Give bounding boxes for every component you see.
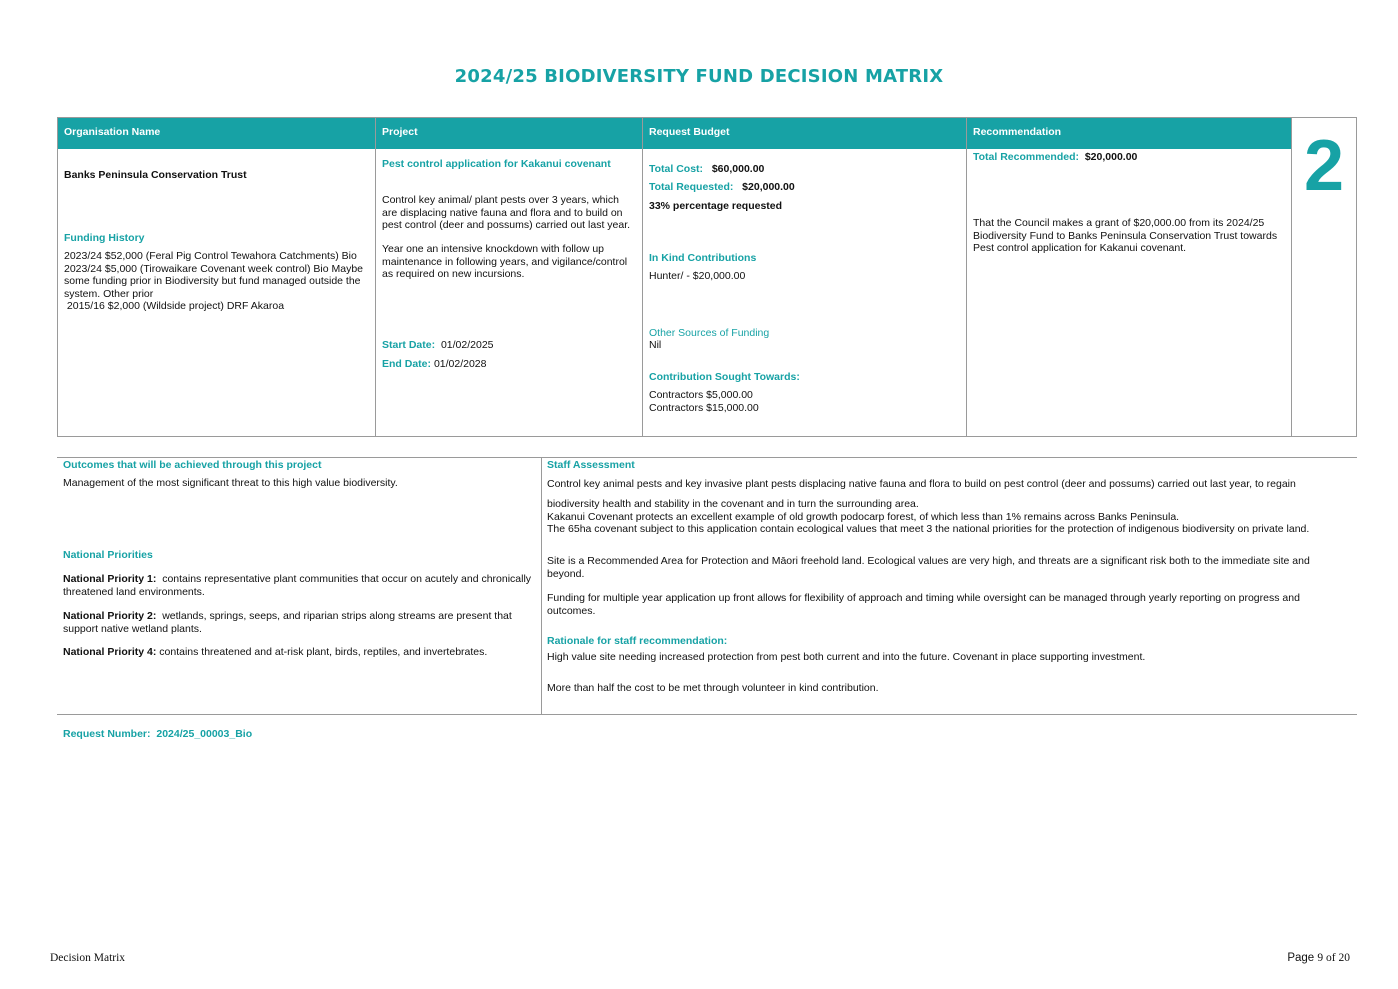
contribution-label: Contribution Sought Towards: xyxy=(649,371,800,383)
recommendation-column xyxy=(967,118,1292,436)
rationale-label: Rationale for staff recommendation: xyxy=(547,635,728,647)
staff-assessment-label: Staff Assessment xyxy=(547,459,635,471)
other-sources-label: Other Sources of Funding xyxy=(649,327,770,339)
funding-history-text: 2023/24 $52,000 (Feral Pig Control Tewahora Catchments) Bio 2023/24 $5,000 (Tirowaikare Covenant week control) Bio Maybe some funding prior in Biodiversity but fund managed outside the system. Other prior 2015/16 $2,000 (Wildside project) DRF Akaroa xyxy=(64,250,364,312)
outcomes-label: Outcomes that will be achieved through this project xyxy=(63,459,322,471)
percentage-requested: 33% percentage requested xyxy=(649,200,783,212)
priority-number: 2 xyxy=(1303,126,1345,206)
in-kind-label: In Kind Contributions xyxy=(649,252,757,264)
outcomes-text: Management of the most significant threat to this high value biodiversity. xyxy=(63,477,398,489)
end-date: End Date: 01/02/2028 xyxy=(382,358,487,370)
budget-header: Request Budget xyxy=(643,118,966,149)
total-recommended: Total Recommended: $20,000.00 xyxy=(973,151,1138,163)
total-requested: Total Requested: $20,000.00 xyxy=(649,181,795,193)
organisation-header: Organisation Name xyxy=(58,118,375,149)
request-number: Request Number: 2024/25_00003_Bio xyxy=(63,728,253,740)
rationale-text-2: More than half the cost to be met through volunteer in kind contribution. xyxy=(547,682,879,694)
outcomes-panel xyxy=(57,458,542,714)
project-column xyxy=(376,118,643,436)
recommendation-header: Recommendation xyxy=(967,118,1291,149)
page-title: 2024/25 BIODIVERSITY FUND DECISION MATRIX xyxy=(454,66,944,87)
budget-column xyxy=(643,118,967,436)
staff-assessment-para2: Site is a Recommended Area for Protection and Māori freehold land. Ecological values are very high, and threats are a significant risk both to the immediate site and beyond. xyxy=(547,555,1310,580)
project-description: Control key animal/ plant pests over 3 years, which are displacing native fauna and flora and to build on pest control (deer and possums) carried out last year. xyxy=(382,194,631,231)
rationale-text: High value site needing increased protection from pest both current and into the future. Covenant in place supporting investment. xyxy=(547,651,1146,663)
project-header: Project xyxy=(376,118,642,149)
organisation-column xyxy=(58,118,376,436)
decision-matrix-table xyxy=(57,117,1357,437)
page-number: Page 9 of 20 xyxy=(1287,952,1350,964)
other-sources-value: Nil xyxy=(649,339,662,351)
funding-history-label: Funding History xyxy=(64,232,145,244)
staff-assessment-panel xyxy=(541,458,1357,714)
total-cost: Total Cost: $60,000.00 xyxy=(649,163,765,175)
national-priority-2: National Priority 2: wetlands, springs, seeps, and riparian strips along streams are present that support native wetland plants. xyxy=(63,610,512,635)
footer-title: Decision Matrix xyxy=(50,952,126,964)
staff-assessment-para1: biodiversity health and stability in the covenant and in turn the surrounding area. Kakanui Covenant protects an excellent example of old growth podocarp forest, of which less than 1% remains across Banks Peninsula. The 65ha covenant subject to this application contain ecological values that meet 3 the national priorities for the protection of indigenous biodiversity on private land. xyxy=(547,498,1310,535)
project-plan: Year one an intensive knockdown with follow up maintenance in following years, and vigilance/control as required on new incursions. xyxy=(382,243,628,280)
national-priorities-label: National Priorities xyxy=(63,549,153,561)
contribution-list: Contractors $5,000.00 Contractors $15,000.00 xyxy=(649,389,759,414)
priority-number-column xyxy=(1292,118,1356,436)
staff-assessment-para3: Funding for multiple year application up front allows for flexibility of approach and timing while oversight can be managed through yearly reporting on progress and outcomes. xyxy=(547,592,1300,617)
organisation-name: Banks Peninsula Conservation Trust xyxy=(64,169,247,181)
recommendation-text: That the Council makes a grant of $20,000.00 from its 2024/25 Biodiversity Fund to Banks Peninsula Conservation Trust towards Pest control application for Kakanui covenant. xyxy=(973,217,1278,254)
start-date: Start Date: 01/02/2025 xyxy=(382,339,494,351)
national-priority-4: National Priority 4: contains threatened and at-risk plant, birds, reptiles, and invertebrates. xyxy=(63,646,488,658)
staff-assessment-line1: Control key animal pests and key invasive plant pests displacing native fauna and flora to build on pest control (deer and possums) carried out last year, to regain xyxy=(547,478,1296,490)
in-kind-value: Hunter/ - $20,000.00 xyxy=(649,270,746,282)
project-title: Pest control application for Kakanui covenant xyxy=(382,158,611,170)
national-priority-1: National Priority 1: contains representative plant communities that occur on acutely and chronically threatened land environments. xyxy=(63,573,532,598)
assessment-section xyxy=(57,457,1357,715)
